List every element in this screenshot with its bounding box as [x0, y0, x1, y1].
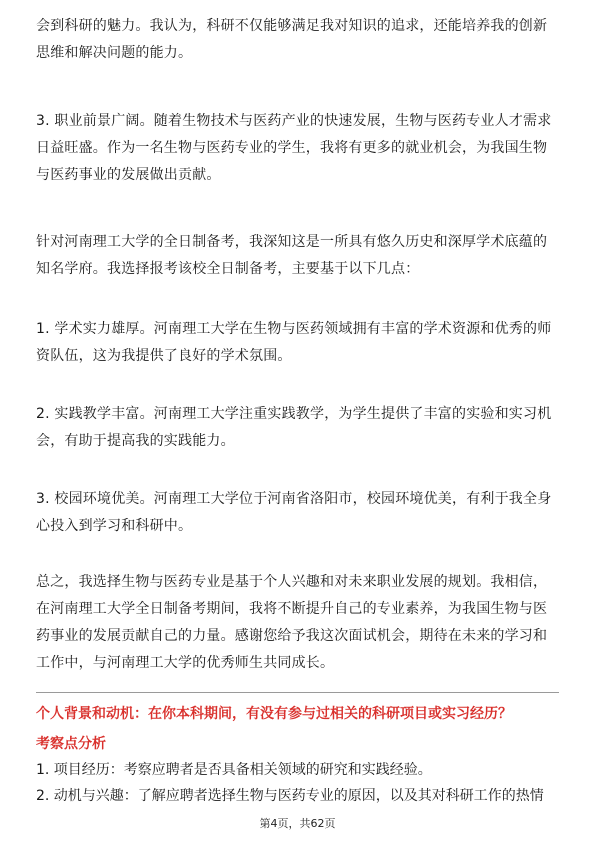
page-number-footer: 第4页，共62页 [259, 817, 336, 830]
paragraph-career-prospects: 3. 职业前景广阔。随着生物技术与医药产业的快速发展，生物与医药专业人才需求日益旺盛。作为一名生物与医药专业的学生，我将有更多的就业机会，为我国生物与医药事业的发展做出贡献。 [36, 113, 552, 183]
paragraph-conclusion: 总之，我选择生物与医药专业是基于个人兴趣和对未来职业发展的规划。我相信，在河南理工大学全日制备考期间，我将不断提升自己的专业素养，为我国生物与医药事业的发展贡献自己的力量。感谢您给予我这次面试机会，期待在未来的学习和工作中，与河南理工大学的优秀师生共同成长。 [36, 574, 548, 671]
paragraph-research-charm: 会到科研的魅力。我认为，科研不仅能够满足我对知识的追求，还能培养我的创新思维和解决问题的能力。 [36, 18, 548, 61]
analysis-point-motivation: 2. 动机与兴趣：了解应聘者选择生物与医药专业的原因，以及其对科研工作的热情 [36, 788, 544, 804]
section-divider [36, 692, 559, 693]
question-title: 个人背景和动机：在你本科期间，有没有参与过相关的科研项目或实习经历？ [36, 706, 512, 722]
paragraph-campus-environment: 3. 校园环境优美。河南理工大学位于河南省洛阳市，校园环境优美，有利于我全身心投入到学习和科研中。 [36, 491, 552, 534]
paragraph-academic-strength: 1. 学术实力雄厚。河南理工大学在生物与医药领域拥有丰富的学术资源和优秀的师资队伍，这为我提供了良好的学术氛围。 [36, 321, 552, 364]
analysis-heading: 考察点分析 [36, 736, 106, 752]
paragraph-school-intro: 针对河南理工大学的全日制备考，我深知这是一所具有悠久历史和深厚学术底蕴的知名学府。我选择报考该校全日制备考，主要基于以下几点： [36, 234, 548, 277]
analysis-point-project-experience: 1. 项目经历：考察应聘者是否具备相关领域的研究和实践经验。 [36, 762, 432, 778]
paragraph-practical-teaching: 2. 实践教学丰富。河南理工大学注重实践教学，为学生提供了丰富的实验和实习机会，有助于提高我的实践能力。 [36, 406, 552, 449]
